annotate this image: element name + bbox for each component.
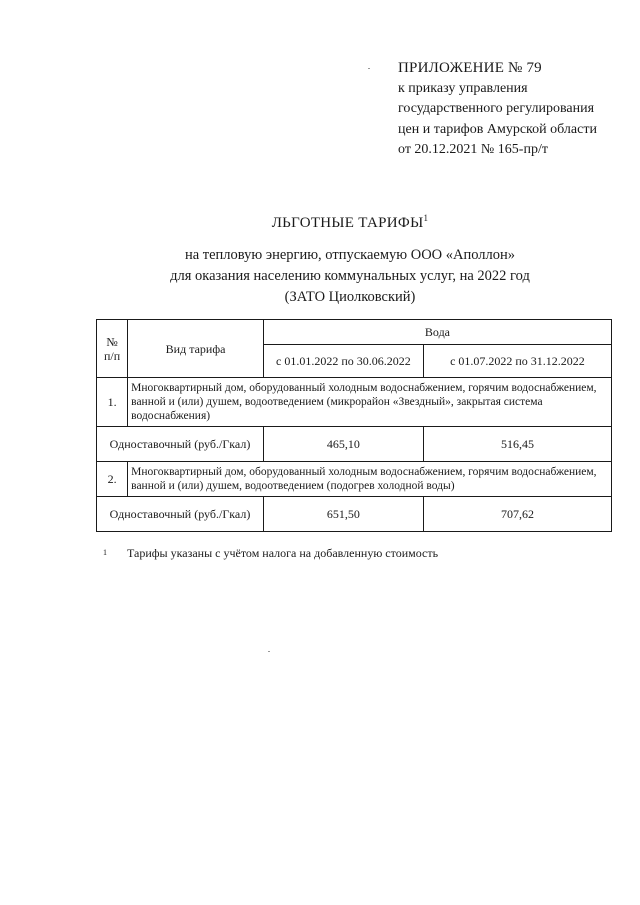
document-subtitle (140, 245, 560, 308)
table-row (97, 378, 612, 427)
row-description: Многоквартирный дом, оборудованный холодным водоснабжением, горячим водоснабжением, ванной и (или) душем, водоотведением (микрорайон «Звездный», закрытая система водоснабжения) (128, 378, 612, 427)
table-header-row (97, 320, 612, 345)
tariff-value: 465,10 (263, 427, 423, 462)
header-water: Вода (263, 320, 611, 345)
header-period-2: с 01.07.2022 по 31.12.2022 (423, 345, 611, 378)
footnote-text: Тарифы указаны с учётом налога на добавленную стоимость (127, 546, 439, 560)
document-title-text: ЛЬГОТНЫЕ ТАРИФЫ (271, 215, 424, 231)
tariff-table (96, 319, 612, 532)
footnote-reference: 1 (423, 213, 429, 223)
tariff-value: 707,62 (423, 497, 611, 532)
table-row (97, 427, 612, 462)
appendix-line: к приказу управления (398, 80, 528, 96)
appendix-line: государственного регулирования (398, 101, 595, 116)
tariff-value: 516,45 (423, 427, 611, 462)
subtitle-line: на тепловую энергию, отпускаемую ООО «Аполлон» (184, 247, 516, 263)
footnote-mark: 1 (103, 548, 107, 557)
tariff-kind: Одноставочный (руб./Гкал) (97, 427, 264, 462)
scan-dot (268, 651, 270, 652)
scan-dot (368, 68, 370, 69)
appendix-line: цен и тарифов Амурской области (398, 121, 597, 137)
document-title (140, 213, 560, 233)
table-row (97, 462, 612, 497)
table-row (97, 497, 612, 532)
tariff-kind: Одноставочный (руб./Гкал) (97, 497, 264, 532)
header-period-1: с 01.01.2022 по 30.06.2022 (263, 345, 423, 378)
header-tariff-kind: Вид тарифа (128, 320, 264, 378)
appendix-line: от 20.12.2021 № 165-пр/т (398, 142, 548, 157)
appendix-title: ПРИЛОЖЕНИЕ № 79 (398, 60, 542, 76)
appendix-block (398, 58, 628, 161)
title-block (140, 213, 560, 308)
row-number: 1. (97, 378, 128, 427)
tariff-value: 651,50 (263, 497, 423, 532)
footnote (103, 545, 438, 561)
header-number: № п/п (97, 320, 128, 378)
subtitle-line: (ЗАТО Циолковский) (284, 289, 416, 305)
subtitle-line: для оказания населению коммунальных услуг, на 2022 год (170, 268, 530, 284)
row-number: 2. (97, 462, 128, 497)
row-description: Многоквартирный дом, оборудованный холодным водоснабжением, горячим водоснабжением, ванной и (или) душем, водоотведением (подогрев холодной воды) (128, 462, 612, 497)
